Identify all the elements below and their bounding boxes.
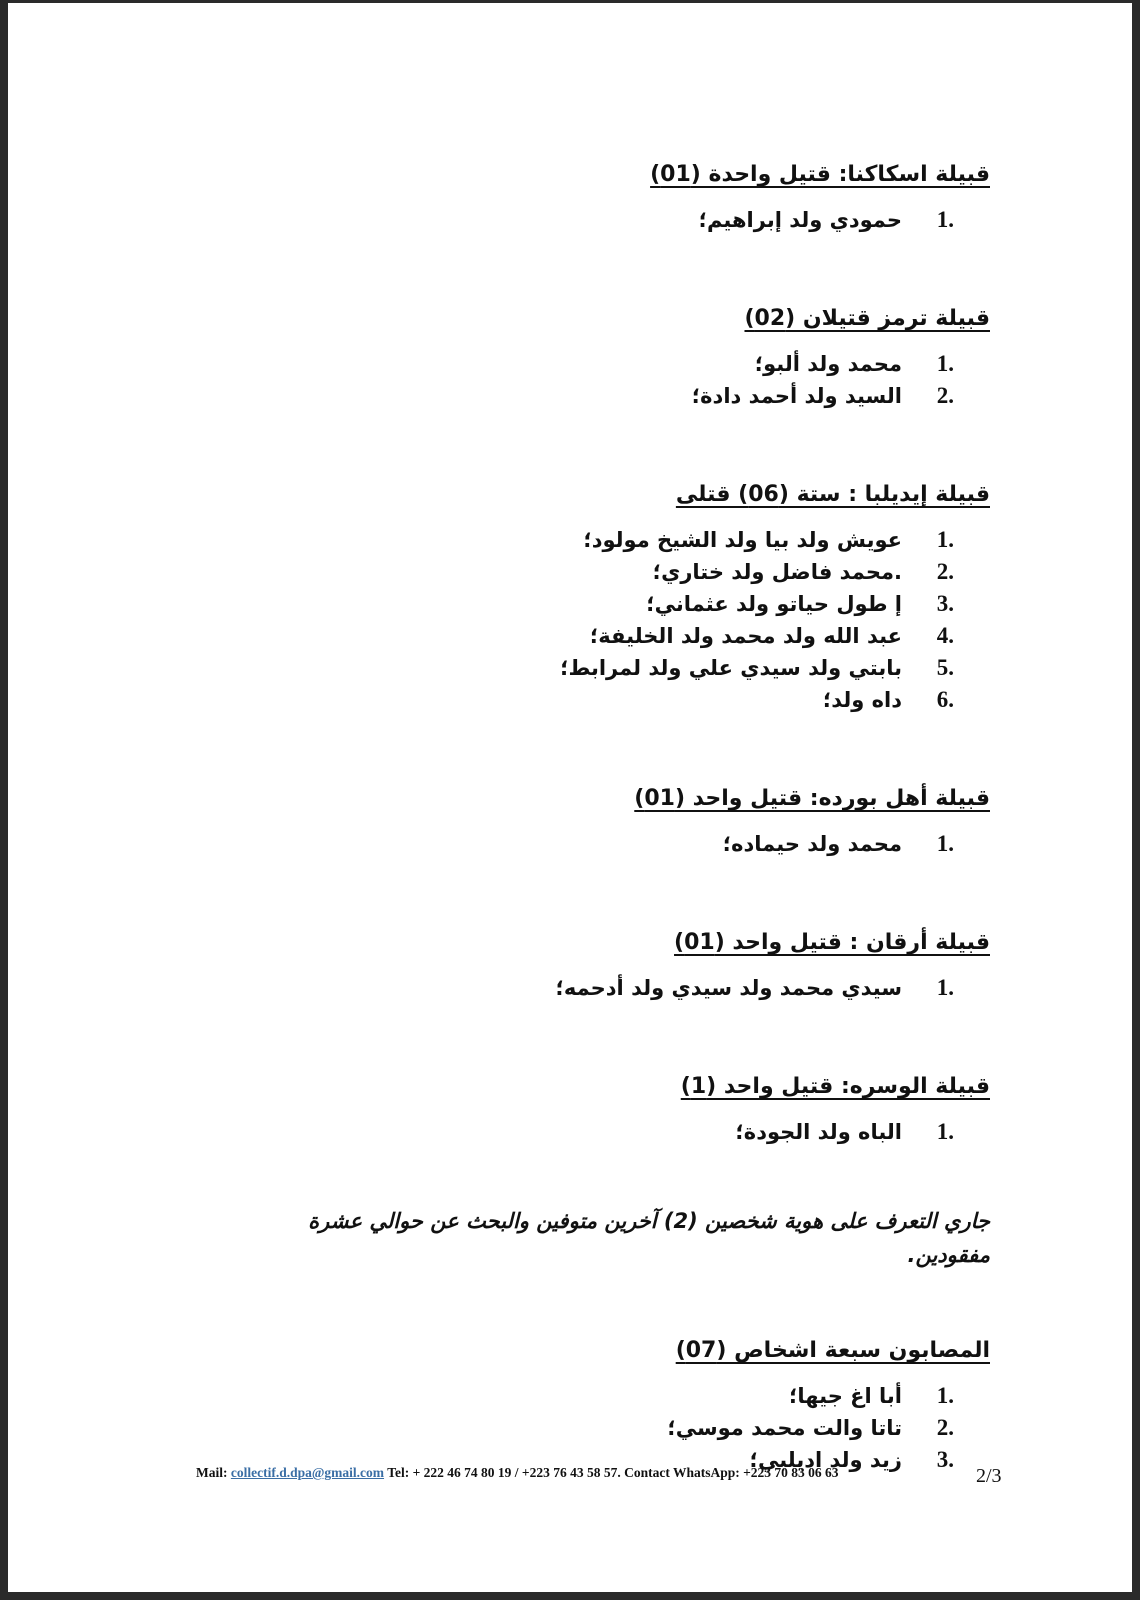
item-text: أبا اغ جيها؛ <box>789 1384 902 1408</box>
item-number: 1. <box>936 975 954 1000</box>
item-text: تاتا والت محمد موسي؛ <box>667 1416 902 1440</box>
item-number: 1. <box>936 1119 954 1144</box>
section-title: قبيلة الوسره: قتيل واحد (1) <box>680 1074 990 1099</box>
list-item <box>230 652 954 684</box>
list-item <box>230 1380 954 1412</box>
page-number: 2/3 <box>976 1465 1002 1487</box>
item-text: السيد ولد أحمد دادة؛ <box>691 384 902 408</box>
mail-label: Mail: <box>196 1465 228 1480</box>
item-text: بابتي ولد سيدي علي ولد لمرابط؛ <box>560 656 902 680</box>
item-number: 2. <box>936 559 954 584</box>
item-text: .محمد فاضل ولد ختاري؛ <box>652 560 902 584</box>
item-text: عويش ولد بيا ولد الشيخ مولود؛ <box>583 528 902 552</box>
section-arqan <box>230 926 990 1004</box>
item-number: 1. <box>936 207 954 232</box>
list-item <box>230 204 954 236</box>
item-number: 1. <box>936 527 954 552</box>
section-title: قبيلة اسكاكنا: قتيل واحدة (01) <box>650 162 990 187</box>
list-item <box>230 348 954 380</box>
list-item <box>230 524 954 556</box>
email-link[interactable]: collectif.d.dpa@gmail.com <box>230 1465 385 1480</box>
victim-list <box>230 972 990 1004</box>
section-ahl-bourdah <box>230 782 990 860</box>
item-text: عبد الله ولد محمد ولد الخليفة؛ <box>589 624 902 648</box>
item-number: 1. <box>936 1383 954 1408</box>
section-idailba <box>230 478 990 716</box>
identification-note: جاري التعرف على هوية شخصين (2) آخرين متوفين والبحث عن حوالي عشرة مفقودين. <box>308 1209 990 1267</box>
section-tarmoz <box>230 302 990 412</box>
victim-list <box>230 348 990 412</box>
list-item <box>230 828 954 860</box>
item-text: زيد ولد اديلبي؛ <box>749 1448 902 1472</box>
item-text: محمد ولد ألبو؛ <box>754 352 902 376</box>
item-text: داه ولد؛ <box>822 688 902 712</box>
list-item <box>230 972 954 1004</box>
item-text: إ طول حياتو ولد عثماني؛ <box>646 592 902 616</box>
list-item <box>230 1116 954 1148</box>
item-number: 2. <box>936 383 954 408</box>
list-item <box>230 684 954 716</box>
section-title: قبيلة أرقان : قتيل واحد (01) <box>674 930 990 955</box>
item-number: 2. <box>936 1415 954 1440</box>
list-item <box>230 556 954 588</box>
item-number: 1. <box>936 831 954 856</box>
section-title: قبيلة ترمز قتيلان (02) <box>744 306 990 331</box>
item-number: 3. <box>936 591 954 616</box>
list-item <box>230 1412 954 1444</box>
list-item <box>230 620 954 652</box>
section-injured <box>230 1334 990 1476</box>
item-text: محمد ولد حيماده؛ <box>722 832 902 856</box>
list-item <box>230 588 954 620</box>
item-number: 4. <box>936 623 954 648</box>
list-item <box>230 380 954 412</box>
document-body <box>230 158 990 1542</box>
injured-list <box>230 1380 990 1476</box>
item-number: 6. <box>936 687 954 712</box>
victim-list <box>230 524 990 716</box>
contact-info: Tel: + 222 46 74 80 19 / +223 76 43 58 57. Contact WhatsApp: +223 70 83 06 63 <box>387 1465 839 1480</box>
section-title: قبيلة إيديلبا : ستة (06) قتلى <box>675 482 990 507</box>
section-title: قبيلة أهل بورده: قتيل واحد (01) <box>634 786 990 811</box>
item-number: 3. <box>936 1447 954 1472</box>
item-text: الباه ولد الجودة؛ <box>735 1120 902 1144</box>
section-iskakna <box>230 158 990 236</box>
item-text: حمودي ولد إبراهيم؛ <box>698 208 902 232</box>
victim-list <box>230 828 990 860</box>
item-text: سيدي محمد ولد سيدي ولد أدحمه؛ <box>555 976 902 1000</box>
victim-list <box>230 1116 990 1148</box>
page-footer <box>196 1465 1006 1481</box>
item-number: 1. <box>936 351 954 376</box>
section-alwasra <box>230 1070 990 1148</box>
item-number: 5. <box>936 655 954 680</box>
section-title: المصابون سبعة اشخاص (07) <box>675 1338 990 1363</box>
victim-list <box>230 204 990 236</box>
